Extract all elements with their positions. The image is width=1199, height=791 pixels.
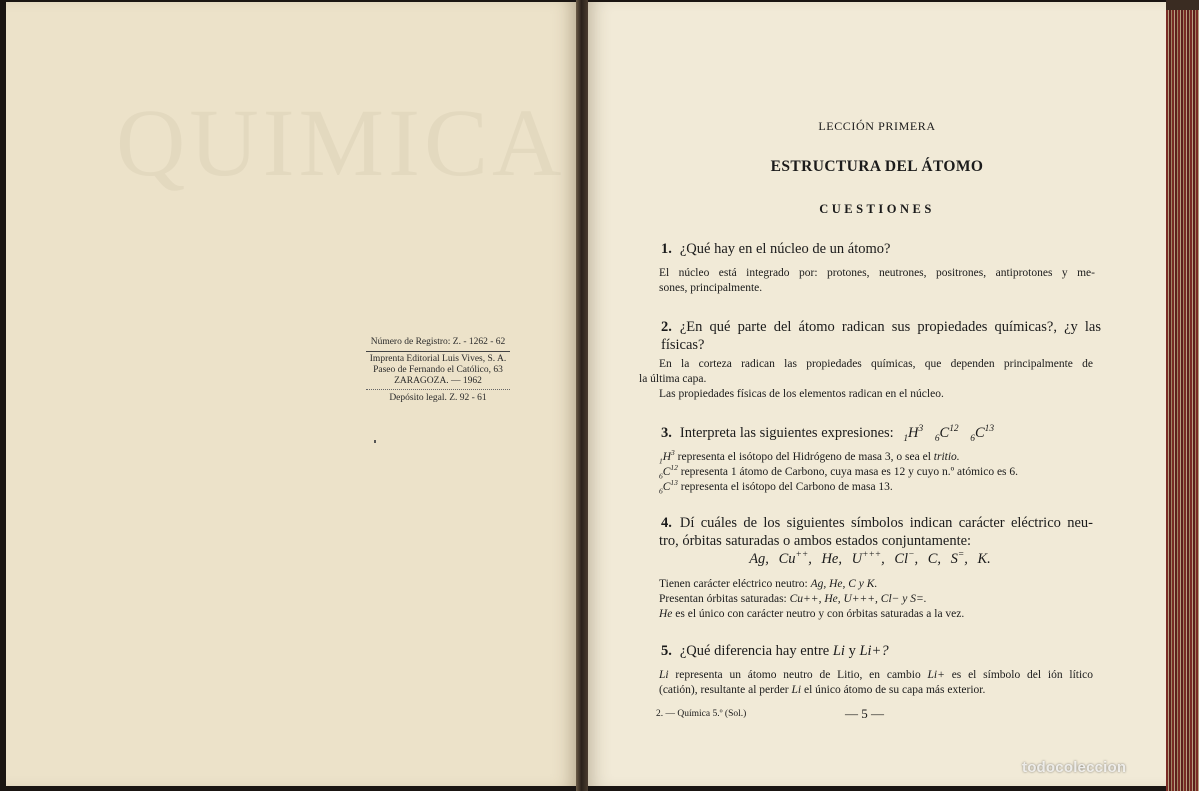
page-edges-top: [1166, 0, 1199, 10]
answer-line: He es el único con carácter neutro y con órbitas saturadas a la vez.: [659, 608, 965, 620]
question-number: 5.: [661, 643, 672, 659]
question-number: 2.: [661, 319, 672, 335]
symbol: Ag,: [749, 551, 769, 567]
ghost-show-through-text: QUIMICA: [116, 89, 566, 196]
symbol: U+++,: [851, 550, 885, 567]
answer-line: la última capa.: [639, 373, 707, 385]
answer-5: [659, 668, 1093, 698]
answer-line: sones, principalmente.: [659, 282, 763, 294]
answer-1: [659, 266, 1095, 296]
answer-line: Tienen carácter eléctrico neutro: Ag, He, C y K.: [659, 578, 878, 590]
question-3: [661, 424, 994, 442]
question-text: ¿Qué hay en el núcleo de un átomo?: [679, 241, 891, 257]
question-number: 1.: [661, 241, 672, 257]
book-gutter: [576, 0, 588, 791]
section-heading: CUESTIONES: [819, 202, 935, 216]
deposito-legal: Depósito legal. Z. 92 - 61: [389, 393, 487, 403]
lesson-label: LECCIÓN PRIMERA: [818, 119, 936, 133]
answer-line: $_1H^3$ representa el isótopo del Hidrógeno de masa 3, o sea el tritio.: [659, 448, 960, 466]
page-number: — 5 —: [845, 706, 884, 721]
expression-c12: $_6C^{12}$: [934, 424, 959, 444]
symbol: Cu++,: [778, 550, 812, 567]
expression-c13: $_6C^{13}$: [970, 424, 995, 444]
page-edges: [1166, 0, 1199, 791]
registro-number: Número de Registro: Z. - 1262 - 62: [370, 337, 506, 347]
answer-line: Presentan órbitas saturadas: Cu++, He, U+++, Cl− y S=.: [659, 593, 927, 605]
ink-dot: [374, 440, 376, 443]
answer-line: Las propiedades físicas de los elementos radican en el núcleo.: [659, 388, 944, 400]
answer-line: (catión), resultante al perder Li el único átomo de su capa más exterior.: [659, 684, 986, 696]
symbol-list: [720, 551, 1020, 568]
answer-4: [659, 577, 1095, 622]
question-text: Interpreta las siguientes expresiones:: [679, 425, 894, 441]
question-number: 3.: [661, 425, 672, 441]
answer-line: $_6C^{12}$ representa 1 átomo de Carbono, cuya masa es 12 y cuyo n.º atómico es 6.: [659, 463, 1019, 481]
question-1: [661, 240, 890, 258]
imprenta-line-1: Imprenta Editorial Luis Vives, S. A.: [369, 354, 507, 364]
imprenta-line-2: Paseo de Fernando el Católico, 63: [373, 365, 503, 375]
footer-signature: 2. — Química 5.º (Sol.): [656, 709, 747, 719]
answer-line: El núcleo está integrado por: protones, neutrones, positrones, antiprotones y me-: [659, 267, 1095, 279]
question-4: [661, 514, 1093, 550]
lesson-title: ESTRUCTURA DEL ÁTOMO: [770, 158, 984, 175]
symbol: K.: [977, 551, 991, 567]
watermark: todocoleccion: [1022, 759, 1127, 776]
question-number: 4.: [661, 515, 672, 531]
symbol: C,: [927, 551, 941, 567]
expression-h3: $_1H^3$: [903, 424, 924, 444]
symbol: He,: [821, 551, 842, 567]
question-text-line-1: Dí cuáles de los siguientes símbolos indican carácter eléctrico neu-: [679, 515, 1093, 531]
question-5: 5. ¿Qué diferencia hay entre Li y Li+?: [661, 643, 889, 659]
answer-line: En la corteza radican las propiedades químicas, que dependen principalmente de: [659, 358, 1093, 370]
question-text: ¿Qué diferencia hay entre: [679, 643, 830, 659]
answer-line: Li representa un átomo neutro de Litio, en cambio Li+ es el símbolo del ión lítico: [659, 669, 1094, 681]
answer-2: [639, 357, 1093, 402]
imprint-block: [362, 337, 514, 404]
question-2: [661, 318, 1101, 354]
question-text-line-2: tro, órbitas saturadas o ambos estados conjuntamente:: [659, 533, 972, 549]
symbol: S=,: [950, 550, 968, 567]
symbol: Cl−,: [894, 550, 919, 567]
question-text-line-2: físicas?: [661, 337, 705, 353]
imprenta-line-3: ZARAGOZA. — 1962: [394, 376, 482, 386]
divider: [366, 351, 510, 352]
divider: [366, 389, 510, 390]
answer-3: [659, 450, 1095, 495]
question-text-line-1: ¿En qué parte del átomo radican sus propiedades químicas?, ¿y las: [679, 319, 1101, 335]
answer-line: $_6C^{13}$ representa el isótopo del Carbono de masa 13.: [659, 478, 893, 496]
